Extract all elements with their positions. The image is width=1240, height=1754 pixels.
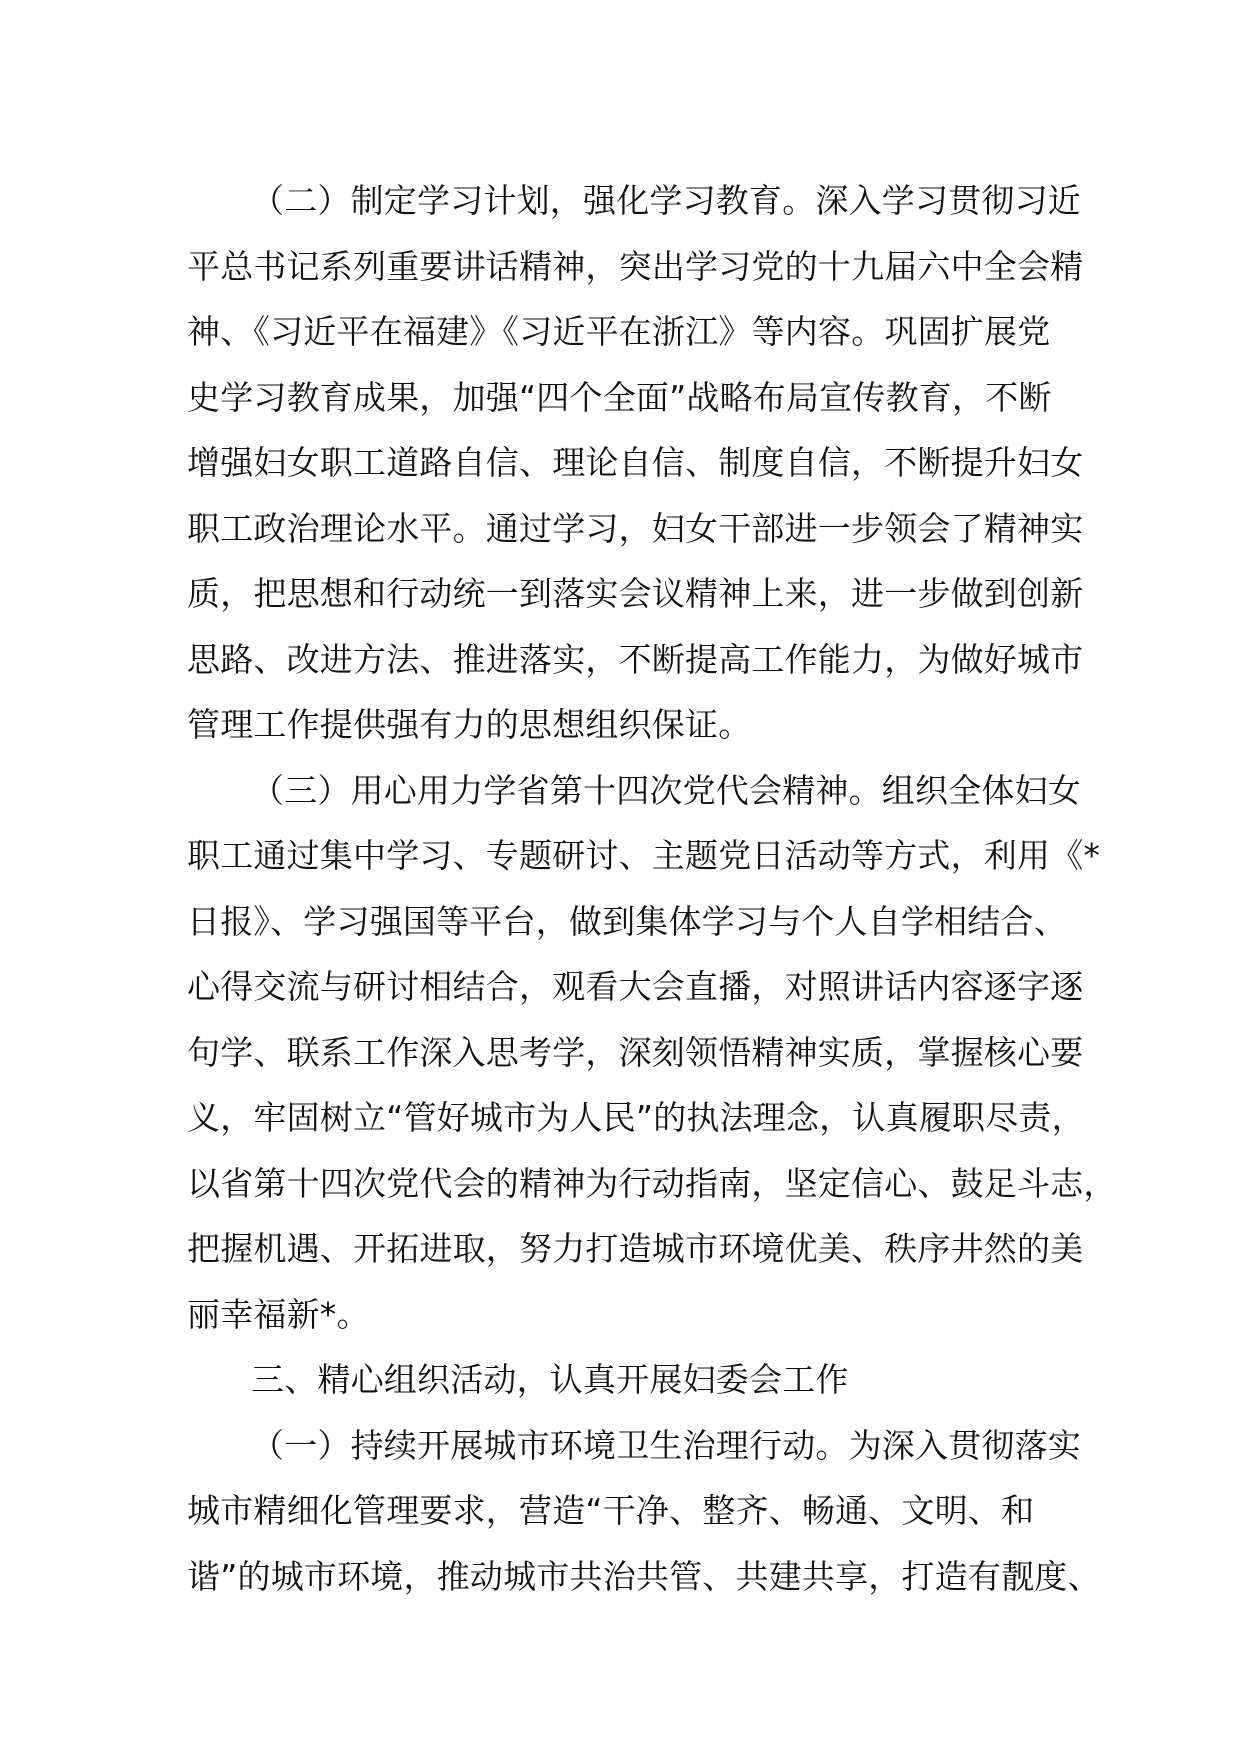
- text-line: 句学、联系工作深入思考学，深刻领悟精神实质，掌握核心要: [187, 1032, 1084, 1072]
- text-line: 以省第十四次党代会的精神为行动指南，坚定信心、鼓足斗志，: [187, 1163, 1117, 1203]
- text-line: （二）制定学习计划，强化学习教育。深入学习贯彻习近: [251, 181, 1081, 220]
- text-line: 日报》、学习强国等平台，做到集体学习与个人自学相结合、: [187, 901, 1067, 941]
- text-line: 谐”的城市环境，推动城市共治共管、共建共享，打造有靓度、: [187, 1556, 1101, 1596]
- text-line: （三）用心用力学省第十四次党代会精神。组织全体妇女: [251, 770, 1081, 810]
- text-line: （一）持续开展城市环境卫生治理行动。为深入贯彻落实: [251, 1425, 1081, 1465]
- text-line: 平总书记系列重要讲话精神，突出学习党的十九届六中全会精: [187, 246, 1084, 286]
- text-line: 职工通过集中学习、专题研讨、主题党日活动等方式，利用《*: [187, 836, 1101, 875]
- text-line: 质，把思想和行动统一到落实会议精神上来，进一步做到创新: [187, 574, 1084, 613]
- text-line: 职工政治理论水平。通过学习，妇女干部进一步领会了精神实: [187, 508, 1084, 548]
- section-heading: [187, 1347, 1087, 1413]
- text-line: 思路、改进方法、推进落实，不断提高工作能力，为做好城市: [187, 639, 1084, 679]
- paragraph-congress-spirit: [187, 758, 1117, 1348]
- text-line: 增强妇女职工道路自信、理论自信、制度自信，不断提升妇女: [187, 443, 1084, 482]
- text-line: 丽幸福新*。: [187, 1294, 370, 1334]
- text-line: 管理工作提供强有力的思想组织保证。: [187, 705, 752, 744]
- text-line: 把握机遇、开拓进取，努力打造城市环境优美、秩序井然的美: [187, 1229, 1084, 1268]
- paragraph-study-plan: [187, 168, 1087, 758]
- text-line: 史学习教育成果，加强“四个全面”战略布局宣传教育，不断: [187, 377, 1052, 417]
- paragraph-environment-action: [187, 1413, 1101, 1610]
- text-line: 义，牢固树立“管好城市为人民”的执法理念，认真履职尽责，: [187, 1098, 1085, 1137]
- section-heading-text: 三、精心组织活动，认真开展妇委会工作: [251, 1360, 849, 1399]
- text-line: 心得交流与研讨相结合，观看大会直播，对照讲话内容逐字逐: [187, 967, 1084, 1006]
- document-body: [187, 168, 1117, 1609]
- text-line: 神、《习近平在福建》《习近平在浙江》等内容。巩固扩展党: [187, 312, 1051, 351]
- text-line: 城市精细化管理要求，营造“干净、整齐、畅通、文明、和: [187, 1491, 1035, 1530]
